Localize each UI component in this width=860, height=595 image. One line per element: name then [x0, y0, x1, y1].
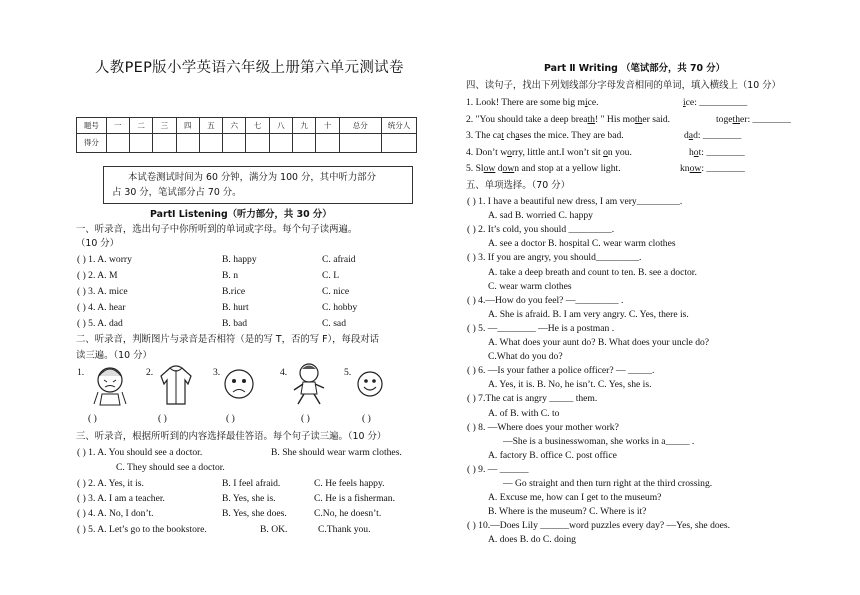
- listening-question-line[interactable]: ( ) 2. A. Yes, it is.: [77, 478, 144, 489]
- answer-word-blank[interactable]: [689, 147, 745, 159]
- answer-word-blank[interactable]: [684, 130, 741, 142]
- sentence-text: ch: [503, 130, 516, 141]
- underlined-letters: g: [570, 97, 576, 108]
- sentence-text: m: [575, 97, 585, 108]
- sentence-text: 4. Don’t w: [466, 146, 508, 158]
- underlined-letters: a: [688, 130, 694, 141]
- running-boy-picture: [290, 362, 328, 406]
- sentence-text: 1. Look! There are some bi: [466, 97, 571, 108]
- option-b: B. She should wear warm clothes.: [271, 447, 402, 458]
- score-cell[interactable]: [269, 134, 292, 153]
- underlined-letters: t: [501, 130, 504, 141]
- score-table-score-row: [77, 134, 417, 153]
- underlined-letters: ow: [483, 163, 496, 174]
- section2-title: 二、听录音，判断图片与录音是否相符（是的写 T，否的写 F），每段对话: [76, 334, 380, 345]
- answer-word-blank[interactable]: [680, 163, 745, 175]
- question-line[interactable]: ( ) 7.The cat is angry _____ them.: [467, 393, 598, 405]
- option-c: C.No, he doesn’t.: [314, 508, 382, 519]
- part2-heading: Part Ⅱ Writing （笔试部分，共 70 分）: [544, 63, 726, 74]
- choice-question-line[interactable]: ( ) 3. A. mice: [77, 286, 128, 297]
- underlined-letters: ow: [502, 163, 515, 174]
- option-c: C.Thank you.: [318, 524, 371, 535]
- score-cell[interactable]: [381, 134, 416, 153]
- score-header-cell: 五: [199, 118, 222, 134]
- score-header-cell: 七: [246, 118, 269, 134]
- section3-title: 三、听录音，根据所听到的内容选择最佳答语。每个句子读三遍。（10 分）: [76, 431, 387, 442]
- underlined-letters: o: [693, 146, 699, 158]
- sentence-text: 5. Sl: [466, 163, 484, 174]
- section4-title: 四、读句子，找出下列划线部分字母发音相同的单词，填入横线上（10 分）: [466, 80, 781, 91]
- score-row-label: 得分: [77, 134, 107, 153]
- option-line: C.What do you do?: [488, 351, 563, 363]
- pic-number: 5.: [344, 367, 352, 378]
- option-c: C. nice: [322, 286, 350, 297]
- score-cell[interactable]: [223, 134, 246, 153]
- section1-score: （10 分）: [76, 238, 120, 249]
- word-text: d: ________: [693, 130, 742, 141]
- word-text: ce: __________: [685, 97, 748, 108]
- score-table: [76, 117, 417, 153]
- answer-word-blank[interactable]: [683, 97, 747, 109]
- section5-title: 五、单项选择。（70 分）: [466, 180, 570, 191]
- underlined-letters: i: [683, 97, 686, 108]
- underlined-letters: th: [634, 113, 643, 125]
- question-line[interactable]: ( ) 5. —________ —He is a postman .: [467, 322, 615, 334]
- choice-question-line[interactable]: ( ) 4. A. hear: [77, 302, 126, 313]
- sentence-text: rry, little ant.I won’t sit: [511, 146, 604, 158]
- option-line: A. see a doctor B. hospital C. wear warm clothes: [488, 238, 676, 250]
- question-line[interactable]: ( ) 4.—How do you feel? —_________ .: [467, 294, 624, 306]
- phonics-sentence: [466, 163, 621, 175]
- sentence-text: ses the mice. They are bad.: [519, 130, 624, 141]
- notice-line: 占 30 分，笔试部分占 70 分。: [112, 187, 242, 198]
- pic-number: 2.: [146, 367, 154, 378]
- score-header-cell: 四: [176, 118, 199, 134]
- happy-face-picture: [355, 369, 385, 399]
- score-cell[interactable]: [339, 134, 381, 153]
- option-line: B. Where is the museum? C. Where is it?: [488, 506, 647, 518]
- sentence-text: d: [495, 163, 503, 174]
- answer-paren[interactable]: ( ): [226, 413, 235, 424]
- option-line: A. sad B. worried C. happy: [488, 210, 593, 222]
- option-c: C. He feels happy.: [314, 478, 385, 489]
- option-line: A. does B. do C. doing: [488, 534, 576, 546]
- phonics-sentence: [466, 130, 624, 142]
- option-line: A. What does your aunt do? B. What does your uncle do?: [488, 337, 710, 348]
- option-line: A. of B. with C. to: [488, 407, 560, 419]
- listening-question-line[interactable]: ( ) 1. A. You should see a doctor.: [77, 447, 203, 458]
- exam-notice-box: [103, 166, 413, 204]
- word-text: toge: [716, 113, 733, 125]
- listening-question-line[interactable]: ( ) 5. A. Let’s go to the bookstore.: [77, 524, 207, 535]
- score-cell[interactable]: [293, 134, 316, 153]
- score-header-cell: 二: [129, 118, 152, 134]
- option-line: A. take a deep breath and count to ten. B. see a doctor.: [488, 266, 697, 278]
- option-c: C. sad: [322, 318, 346, 329]
- answer-paren[interactable]: ( ): [158, 413, 167, 424]
- score-header-cell: 一: [106, 118, 129, 134]
- score-cell[interactable]: [153, 134, 176, 153]
- option-line: C. wear warm clothes: [488, 280, 572, 292]
- warm-coat-picture: [158, 364, 194, 406]
- phonics-sentence: [466, 97, 599, 109]
- option-b: B. happy: [222, 254, 257, 265]
- word-text: d: [684, 130, 689, 141]
- sad-face-picture: [222, 366, 256, 402]
- pic-number: 3.: [213, 367, 221, 378]
- sentence-text: n you.: [607, 146, 632, 158]
- score-header-cell: 八: [269, 118, 292, 134]
- section2-title-cont: 读三遍。（10 分）: [76, 350, 152, 361]
- underlined-letters: o: [507, 146, 512, 158]
- option-b: B.rice: [222, 286, 246, 297]
- score-header-cell: 三: [153, 118, 176, 134]
- underlined-letters: o: [603, 146, 608, 158]
- phonics-sentence: [466, 147, 632, 159]
- underlined-letters: th: [587, 113, 595, 125]
- option-b: B. Yes, she is.: [222, 493, 276, 504]
- option-b: B. hurt: [222, 302, 249, 313]
- option-line: A. She is afraid. B. I am very angry. C. Yes, there is.: [488, 308, 689, 320]
- score-cell[interactable]: [246, 134, 269, 153]
- answer-paren[interactable]: ( ): [88, 413, 97, 424]
- notice-line: 本试卷测试时间为 60 分钟，满分为 100 分，其中听力部分: [128, 172, 376, 183]
- word-text: kn: [680, 163, 690, 174]
- score-header-cell: 总分: [339, 118, 381, 134]
- score-cell[interactable]: [106, 134, 129, 153]
- option-c: C. afraid: [322, 254, 356, 265]
- option-line: — Go straight and then turn right at the third crossing.: [503, 478, 713, 489]
- answer-paren[interactable]: ( ): [301, 413, 310, 424]
- section1-title: 一、听录音，选出句子中你所听到的单词或字母。每个句子读两遍。: [76, 224, 358, 235]
- option-line: A. factory B. office C. post office: [488, 449, 617, 461]
- option-line: A. Excuse me, how can I get to the museum?: [488, 492, 662, 504]
- question-line[interactable]: ( ) 9. — ______: [467, 463, 529, 475]
- score-header-cell: 题号: [77, 118, 107, 134]
- option-c: C. He is a fisherman.: [314, 493, 395, 504]
- question-line[interactable]: ( ) 10.—Does Lily ______word puzzles every day? —Yes, she does.: [467, 520, 731, 532]
- listening-question-line[interactable]: ( ) 3. A. I am a teacher.: [77, 493, 165, 504]
- word-text: t: ________: [698, 146, 745, 158]
- underlined-letters: i: [584, 97, 588, 108]
- option-b: B. bad: [222, 318, 248, 329]
- crying-kid-picture: [90, 364, 130, 406]
- score-header-cell: 十: [316, 118, 339, 134]
- phonics-sentence: [466, 114, 670, 126]
- underlined-letters: a: [515, 130, 520, 141]
- sentence-text: n and stop at a yellow light.: [514, 163, 621, 174]
- listening-question-line[interactable]: ( ) 4. A. No, I don’t.: [77, 508, 154, 519]
- choice-question-line[interactable]: ( ) 5. A. dad: [77, 318, 123, 329]
- score-header-cell: 九: [293, 118, 316, 134]
- question-line[interactable]: ( ) 6. —Is your father a police officer? — _____.: [467, 365, 655, 377]
- answer-word-blank[interactable]: [716, 114, 791, 126]
- question-line[interactable]: ( ) 3. If you are angry, you should_________.: [467, 252, 642, 264]
- score-header-cell: 统分人: [381, 118, 416, 134]
- option-c: C. hobby: [322, 302, 358, 313]
- score-cell[interactable]: [316, 134, 339, 153]
- sentence-text: 2. "You should take a deep brea: [466, 113, 588, 125]
- option-line: A. Yes, it is. B. No, he isn’t. C. Yes, she is.: [488, 379, 652, 391]
- option-b: B. I feel afraid.: [222, 478, 281, 489]
- sentence-text: ! " His mo: [594, 113, 635, 125]
- score-header-cell: 六: [223, 118, 246, 134]
- choice-question-line[interactable]: ( ) 2. A. M: [77, 270, 118, 281]
- question-line[interactable]: ( ) 2. It’s cold, you should _________.: [467, 224, 615, 236]
- sentence-text: er said.: [642, 113, 671, 125]
- choice-question-line[interactable]: ( ) 1. A. worry: [77, 254, 132, 265]
- option-line: —She is a businesswoman, she works in a_____ .: [503, 435, 695, 447]
- page-title: 人教PEP版小学英语六年级上册第六单元测试卷: [95, 60, 404, 76]
- pic-number: 1.: [77, 367, 85, 378]
- underlined-letters: th: [732, 113, 740, 125]
- word-text: er: ________: [740, 113, 791, 125]
- option-b: B. n: [222, 270, 238, 281]
- word-text: h: [689, 146, 694, 158]
- word-text: : ________: [701, 163, 745, 174]
- pic-number: 4.: [280, 367, 288, 378]
- listening-question-line: C. They should see a doctor.: [116, 462, 225, 473]
- sentence-text: ce.: [587, 97, 599, 108]
- answer-paren[interactable]: ( ): [362, 413, 371, 424]
- part1-heading: PartⅠ Listening（听力部分，共 30 分）: [150, 209, 332, 220]
- sentence-text: 3. The ca: [466, 130, 502, 141]
- question-line[interactable]: ( ) 8. —Where does your mother work?: [467, 421, 619, 433]
- question-line[interactable]: ( ) 1. I have a beautiful new dress, I am very_________.: [467, 196, 683, 207]
- score-table-header-row: [77, 118, 417, 134]
- underlined-letters: ow: [689, 163, 702, 174]
- score-cell[interactable]: [176, 134, 199, 153]
- option-b: B. OK.: [260, 524, 288, 535]
- option-b: B. Yes, she does.: [222, 508, 287, 519]
- score-cell[interactable]: [129, 134, 152, 153]
- option-c: C. L: [322, 270, 340, 281]
- score-cell[interactable]: [199, 134, 222, 153]
